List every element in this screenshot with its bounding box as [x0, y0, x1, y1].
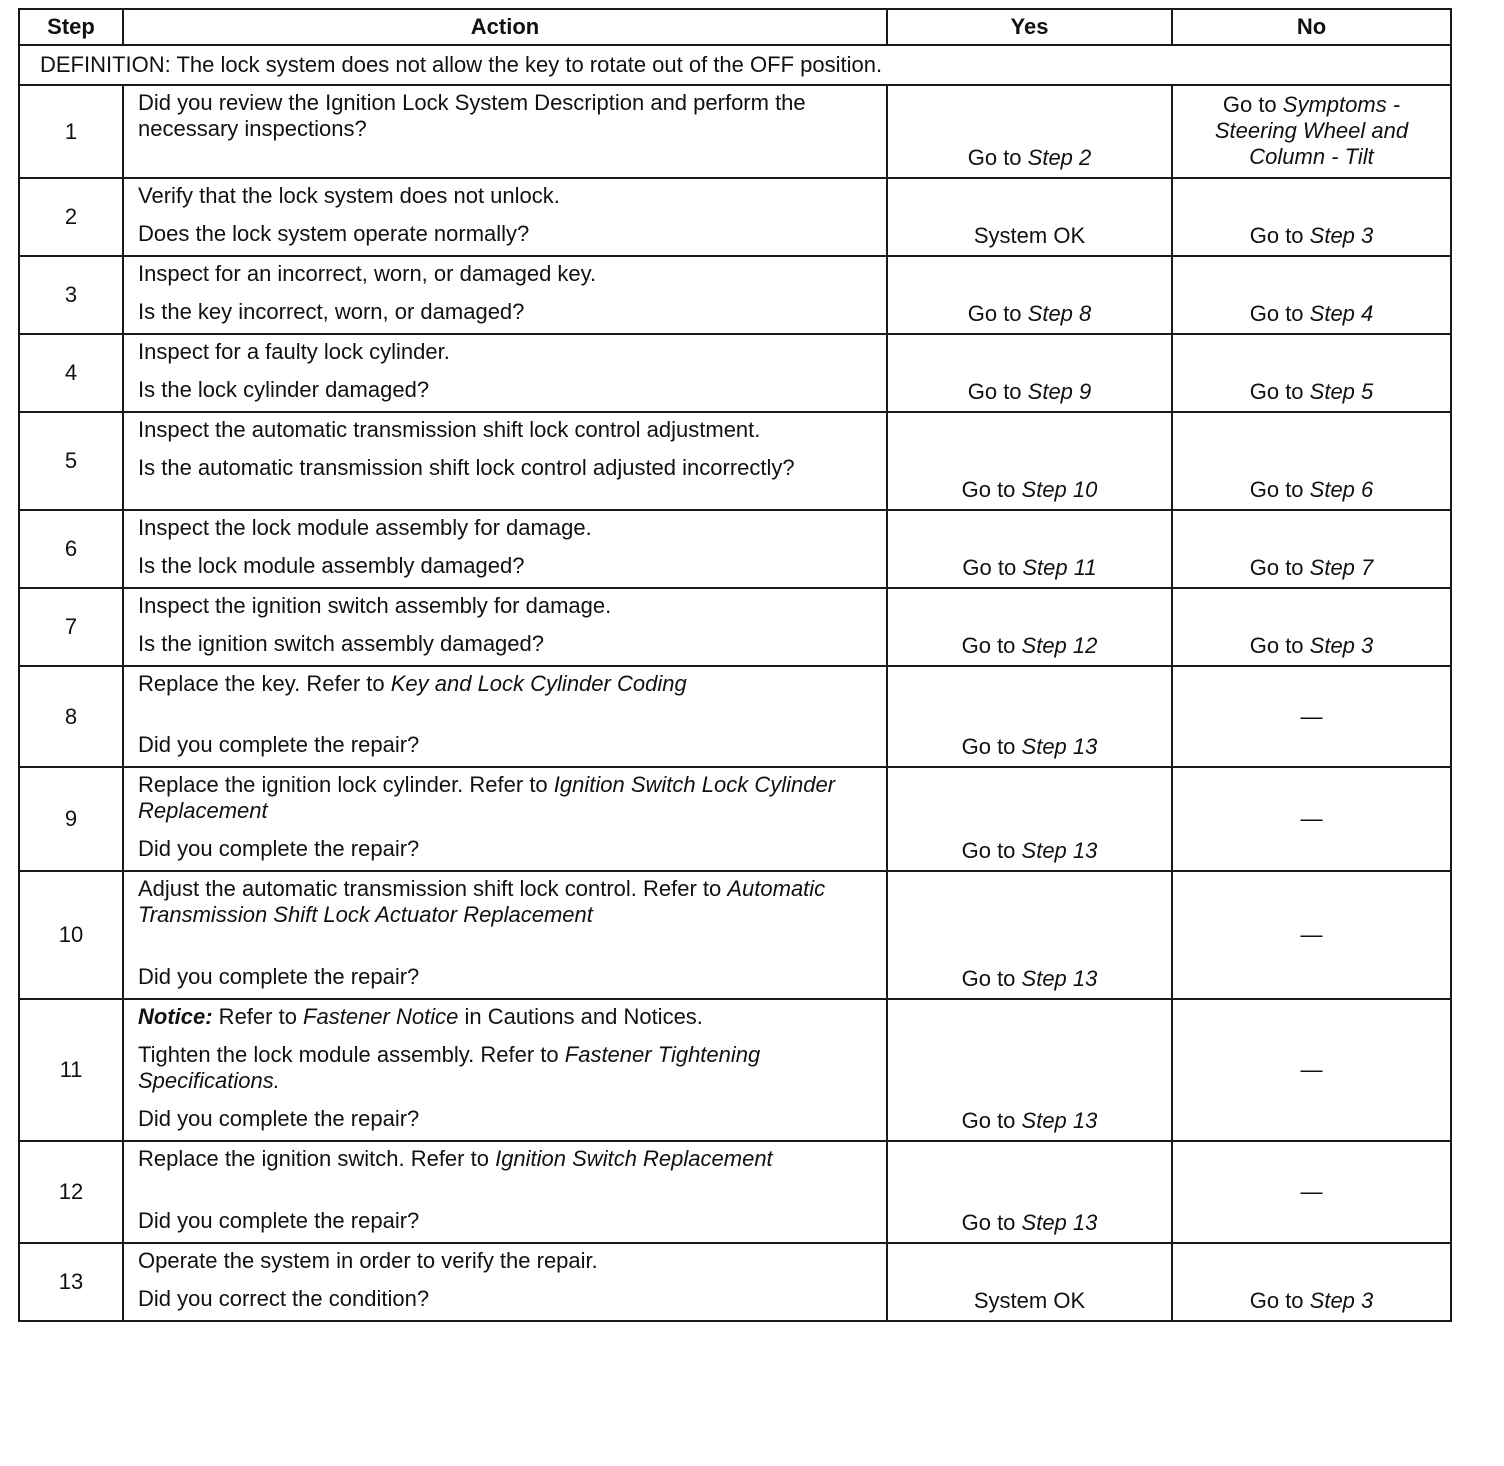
- yes-prefix: Go to: [961, 966, 1022, 992]
- action-text: Inspect the ignition switch assembly for damage.: [138, 592, 612, 618]
- yes-step-link[interactable]: Step 10: [1021, 476, 1098, 502]
- yes-prefix: Go to: [961, 632, 1022, 658]
- yes-prefix: Go to: [962, 554, 1023, 580]
- yes-prefix: Go to: [961, 1108, 1022, 1134]
- yes-cell: [887, 999, 1172, 1141]
- action-cell: [123, 412, 887, 510]
- step-number: 7: [19, 588, 123, 666]
- table-row: [19, 178, 1451, 256]
- no-cell: [1172, 412, 1451, 510]
- no-cell: [1172, 1243, 1451, 1321]
- table-row: [19, 334, 1451, 412]
- action-cell: [123, 767, 887, 871]
- step-number: 5: [19, 412, 123, 510]
- no-prefix: Go to: [1249, 222, 1310, 248]
- yes-prefix: Go to: [967, 378, 1028, 404]
- yes-step-link[interactable]: Step 13: [1021, 1108, 1098, 1134]
- definition-row: [19, 45, 1451, 85]
- no-step-link[interactable]: Step 3: [1309, 222, 1374, 248]
- notice-label: Notice:: [138, 1004, 213, 1030]
- step-number: 11: [19, 999, 123, 1141]
- action-text-prefix: Adjust the automatic transmission shift lock control. Refer to: [138, 876, 728, 902]
- yes-cell: [887, 767, 1172, 871]
- yes-cell: [887, 871, 1172, 999]
- header-yes: Yes: [887, 9, 1172, 45]
- no-cell: [1172, 178, 1451, 256]
- action-text: [138, 876, 868, 928]
- table-row: [19, 871, 1451, 999]
- action-cell: [123, 999, 887, 1141]
- no-cell: [1172, 871, 1451, 999]
- table-row: [19, 1243, 1451, 1321]
- action-text-prefix: Tighten the lock module assembly. Refer to: [138, 1042, 565, 1068]
- no-step-link[interactable]: Step 3: [1309, 632, 1374, 658]
- yes-step-link[interactable]: Step 8: [1027, 300, 1092, 326]
- action-cell: [123, 588, 887, 666]
- table-row: [19, 588, 1451, 666]
- action-cell: [123, 85, 887, 178]
- table-row: [19, 1141, 1451, 1243]
- table-row: [19, 767, 1451, 871]
- header-step: Step: [19, 9, 123, 45]
- action-cell: [123, 334, 887, 412]
- notice-text: [138, 1004, 868, 1030]
- diagnostic-table: [18, 8, 1452, 1322]
- yes-prefix: Go to: [967, 145, 1028, 171]
- no-step-link[interactable]: Step 7: [1309, 554, 1374, 580]
- step-number: 1: [19, 85, 123, 178]
- action-question: Did you complete the repair?: [138, 836, 420, 862]
- yes-step-link[interactable]: Step 13: [1021, 1209, 1098, 1235]
- step-number: 6: [19, 510, 123, 588]
- yes-cell: [887, 85, 1172, 178]
- action-text: Did you review the Ignition Lock System Description and perform the necessary inspections?: [138, 90, 806, 141]
- no-dash: —: [1300, 1057, 1323, 1083]
- action-question: Does the lock system operate normally?: [138, 220, 530, 246]
- yes-cell: [887, 510, 1172, 588]
- no-symptoms-link[interactable]: Symptoms - Steering Wheel and Column - Tilt: [1214, 92, 1409, 169]
- no-prefix: Go to: [1249, 300, 1310, 326]
- step-number: 10: [19, 871, 123, 999]
- fastener-notice-link[interactable]: Fastener Notice: [303, 1004, 459, 1030]
- no-cell: [1172, 256, 1451, 334]
- action-cell: [123, 510, 887, 588]
- yes-step-link[interactable]: Step 9: [1027, 378, 1092, 404]
- action-cell: [123, 256, 887, 334]
- step-number: 12: [19, 1141, 123, 1243]
- action-cell: [123, 871, 887, 999]
- table-row: [19, 666, 1451, 768]
- table-row: [19, 510, 1451, 588]
- yes-step-link[interactable]: Step 12: [1021, 632, 1098, 658]
- action-question: Is the lock cylinder damaged?: [138, 376, 430, 402]
- no-prefix: Go to: [1249, 632, 1310, 658]
- no-prefix: Go to: [1249, 554, 1310, 580]
- step-number: 2: [19, 178, 123, 256]
- action-cell: [123, 178, 887, 256]
- no-dash: —: [1300, 1178, 1323, 1204]
- no-step-link[interactable]: Step 3: [1309, 1287, 1374, 1313]
- action-text: Operate the system in order to verify the repair.: [138, 1247, 598, 1273]
- no-dash: —: [1300, 922, 1323, 948]
- header-action: Action: [123, 9, 887, 45]
- step-number: 13: [19, 1243, 123, 1321]
- no-cell: [1172, 85, 1451, 178]
- definition-text: DEFINITION: The lock system does not allow the key to rotate out of the OFF position.: [19, 45, 1451, 85]
- no-step-link[interactable]: Step 4: [1309, 300, 1374, 326]
- no-step-link[interactable]: Step 6: [1309, 476, 1374, 502]
- step-number: 4: [19, 334, 123, 412]
- yes-cell: System OK: [887, 1243, 1172, 1321]
- action-text: [138, 1042, 868, 1094]
- reference-link[interactable]: Key and Lock Cylinder Coding: [390, 670, 687, 696]
- yes-prefix: Go to: [961, 734, 1022, 760]
- no-step-link[interactable]: Step 5: [1309, 378, 1374, 404]
- yes-step-link[interactable]: Step 13: [1021, 838, 1098, 864]
- action-text: Inspect for a faulty lock cylinder.: [138, 338, 450, 364]
- no-prefix: Go to: [1249, 378, 1310, 404]
- action-question: Is the key incorrect, worn, or damaged?: [138, 298, 525, 324]
- action-cell: [123, 1141, 887, 1243]
- yes-cell: [887, 334, 1172, 412]
- no-cell: [1172, 999, 1451, 1141]
- no-cell: [1172, 588, 1451, 666]
- yes-prefix: Go to: [967, 300, 1028, 326]
- no-dash: —: [1300, 703, 1323, 729]
- step-number: 9: [19, 767, 123, 871]
- action-question: Did you complete the repair?: [138, 1106, 420, 1132]
- action-question: Is the lock module assembly damaged?: [138, 552, 525, 578]
- yes-cell: [887, 412, 1172, 510]
- yes-step-link[interactable]: Step 13: [1021, 966, 1098, 992]
- yes-cell: [887, 1141, 1172, 1243]
- no-prefix: Go to: [1222, 92, 1283, 117]
- no-cell: [1172, 334, 1451, 412]
- action-question: Is the automatic transmission shift lock control adjusted incorrectly?: [138, 454, 795, 480]
- action-text: [138, 772, 868, 824]
- no-cell: [1172, 1141, 1451, 1243]
- table-header-row: [19, 9, 1451, 45]
- reference-link[interactable]: Ignition Switch Lock Cylinder Replacement: [138, 772, 836, 824]
- reference-link[interactable]: Automatic Transmission Shift Lock Actuator Replacement: [138, 876, 826, 928]
- yes-cell: [887, 588, 1172, 666]
- yes-step-link[interactable]: Step 11: [1022, 554, 1097, 580]
- action-text: [138, 1146, 868, 1172]
- no-cell: [1172, 510, 1451, 588]
- table-row: [19, 85, 1451, 178]
- notice-suffix: in Cautions and Notices.: [458, 1004, 703, 1030]
- table-row: [19, 999, 1451, 1141]
- yes-cell: System OK: [887, 178, 1172, 256]
- action-text-prefix: Replace the ignition switch. Refer to: [138, 1145, 496, 1171]
- action-text: Verify that the lock system does not unlock.: [138, 183, 560, 208]
- action-text-prefix: Replace the key. Refer to: [138, 670, 391, 696]
- action-text: [138, 671, 868, 697]
- reference-link[interactable]: Fastener Tightening Specifications.: [138, 1042, 761, 1094]
- no-prefix: Go to: [1249, 1287, 1310, 1313]
- notice-prefix: Refer to: [212, 1004, 304, 1030]
- step-number: 8: [19, 666, 123, 768]
- action-text: Inspect the automatic transmission shift lock control adjustment.: [138, 416, 761, 442]
- yes-prefix: Go to: [961, 1209, 1022, 1235]
- no-cell: [1172, 666, 1451, 768]
- yes-cell: [887, 666, 1172, 768]
- action-question: Is the ignition switch assembly damaged?: [138, 630, 544, 656]
- no-dash: —: [1300, 806, 1323, 832]
- table-row: [19, 256, 1451, 334]
- action-question: Did you complete the repair?: [138, 732, 420, 758]
- action-cell: [123, 666, 887, 768]
- yes-cell: [887, 256, 1172, 334]
- action-question: Did you complete the repair?: [138, 1207, 420, 1233]
- table-row: [19, 412, 1451, 510]
- yes-prefix: Go to: [961, 476, 1022, 502]
- action-question: Did you correct the condition?: [138, 1285, 430, 1311]
- action-text: Inspect for an incorrect, worn, or damaged key.: [138, 260, 597, 286]
- no-cell: [1172, 767, 1451, 871]
- yes-prefix: Go to: [961, 838, 1022, 864]
- yes-step-link[interactable]: Step 2: [1027, 145, 1092, 171]
- reference-link[interactable]: Ignition Switch Replacement: [495, 1145, 773, 1171]
- header-no: No: [1172, 9, 1451, 45]
- diagnostic-sheet: [18, 8, 1452, 1322]
- no-prefix: Go to: [1249, 476, 1310, 502]
- step-number: 3: [19, 256, 123, 334]
- action-text-prefix: Replace the ignition lock cylinder. Refer to: [138, 772, 554, 798]
- action-cell: [123, 1243, 887, 1321]
- action-question: Did you complete the repair?: [138, 964, 420, 990]
- action-text: Inspect the lock module assembly for damage.: [138, 514, 592, 540]
- yes-step-link[interactable]: Step 13: [1021, 734, 1098, 760]
